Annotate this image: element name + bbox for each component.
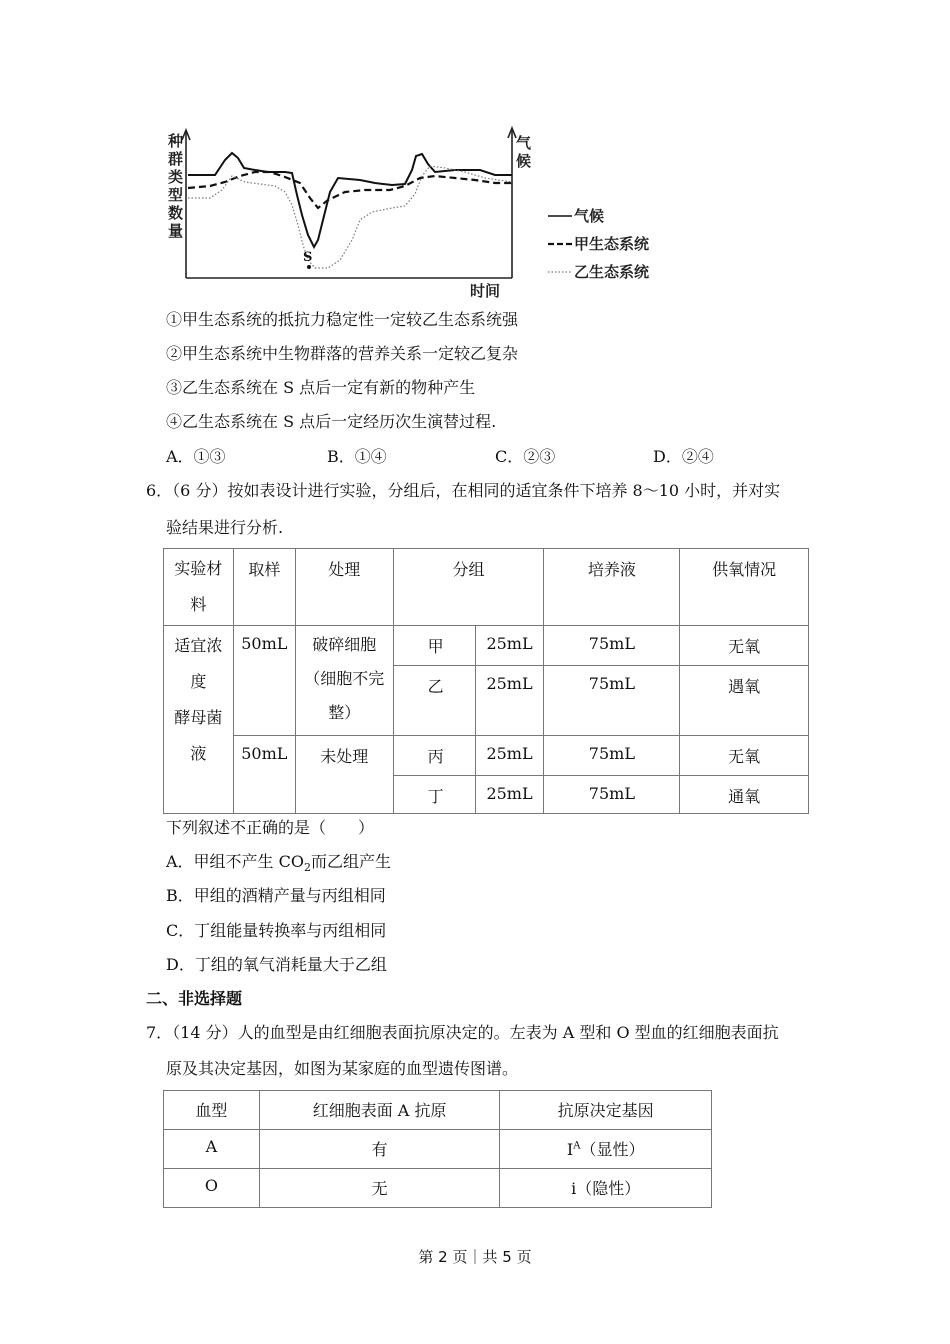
q7-cell-gene xyxy=(500,1130,712,1169)
material-l4: 液 xyxy=(190,744,207,763)
cell-oxygen: 通氧 xyxy=(680,776,809,814)
cell-volume: 25mL xyxy=(475,666,544,736)
cell-volume: 25mL xyxy=(475,776,544,814)
right-axis-char: 气 xyxy=(516,134,532,152)
cell-oxygen: 无氧 xyxy=(680,736,809,776)
y-axis-char: 种 xyxy=(168,132,184,150)
cell-treatment-2: 未处理 xyxy=(295,736,393,814)
cell-group: 丁 xyxy=(393,776,475,814)
y-axis-char: 类 xyxy=(168,168,184,186)
q5-statement-2: ②甲生态系统中生物群落的营养关系一定较乙复杂 xyxy=(166,344,519,363)
gene-note: （显性） xyxy=(580,1140,645,1159)
header-medium: 培养液 xyxy=(544,549,680,626)
section-title: 二、非选择题 xyxy=(146,989,243,1008)
q5-option-d[interactable]: D．②④ xyxy=(653,447,714,466)
climate-line xyxy=(188,153,512,247)
q6-stem-line1: 6．（6 分）按如表设计进行实验，分组后，在相同的适宜条件下培养 8～10 小时，并对实 xyxy=(146,481,781,500)
q6-option-d[interactable]: D．丁组的氧气消耗量大于乙组 xyxy=(166,955,387,974)
s-point xyxy=(307,265,311,269)
q6-option-a[interactable] xyxy=(166,852,391,878)
yi-line xyxy=(188,166,512,268)
header-group: 分组 xyxy=(393,549,544,626)
cell-group: 乙 xyxy=(393,666,475,736)
q7-header-gene: 抗原决定基因 xyxy=(500,1091,712,1130)
gene-base: I xyxy=(566,1140,574,1159)
q6-ask: 下列叙述不正确的是（ ） xyxy=(166,818,375,837)
q6-option-c[interactable]: C．丁组能量转换率与丙组相同 xyxy=(166,921,387,940)
header-sample: 取样 xyxy=(233,549,295,626)
y-axis-char: 量 xyxy=(168,222,184,240)
header-material-l1: 实验材 xyxy=(174,559,223,578)
cell-material xyxy=(164,626,234,814)
q6-option-a-pre: A．甲组不产生 CO xyxy=(166,852,305,871)
legend-yi: 乙生态系统 xyxy=(574,263,650,281)
q6-table xyxy=(163,548,809,814)
right-axis-char: 候 xyxy=(516,152,532,170)
cell-medium: 75mL xyxy=(544,736,680,776)
y-axis-char: 型 xyxy=(168,186,184,204)
cell-treatment-1 xyxy=(295,626,393,736)
cell-oxygen: 无氧 xyxy=(680,626,809,666)
jia-line xyxy=(188,172,512,208)
cell-oxygen: 遇氧 xyxy=(680,666,809,736)
q7-cell-gene: i（隐性） xyxy=(500,1169,712,1208)
q5-statement-3: ③乙生态系统在 S 点后一定有新的物种产生 xyxy=(166,378,476,397)
q5-option-a[interactable]: A．①③ xyxy=(166,447,226,466)
cell-group: 丙 xyxy=(393,736,475,776)
q6-option-b[interactable]: B．甲组的酒精产量与丙组相同 xyxy=(166,886,386,905)
header-material xyxy=(164,549,234,626)
material-l2: 度 xyxy=(190,672,207,691)
q5-option-c[interactable]: C．②③ xyxy=(495,447,556,466)
cell-sample-1: 50mL xyxy=(233,626,295,736)
q6-stem-line2: 验结果进行分析. xyxy=(166,518,284,537)
q7-stem-line2: 原及其决定基因，如图为某家庭的血型遗传图谱。 xyxy=(166,1059,519,1078)
header-oxygen: 供氧情况 xyxy=(680,549,809,626)
treatment1-l2: （细胞不完 xyxy=(304,669,385,688)
legend-jia: 甲生态系统 xyxy=(574,235,650,253)
y-axis-char: 数 xyxy=(168,204,184,222)
s-point-label: S xyxy=(303,250,313,265)
header-treatment: 处理 xyxy=(295,549,393,626)
q7-stem-line1: 7．（14 分）人的血型是由红细胞表面抗原决定的。左表为 A 型和 O 型血的红细胞表面抗 xyxy=(146,1023,779,1042)
y-axis-char: 群 xyxy=(168,150,184,168)
cell-medium: 75mL xyxy=(544,776,680,814)
q5-statement-4: ④乙生态系统在 S 点后一定经历次生演替过程. xyxy=(166,412,497,431)
q7-cell-antigen: 有 xyxy=(259,1130,500,1169)
population-climate-figure xyxy=(160,120,680,305)
q7-cell-type: O xyxy=(164,1169,260,1208)
q5-option-b[interactable]: B．①④ xyxy=(327,447,387,466)
x-axis-label: 时间 xyxy=(470,282,501,300)
cell-group: 甲 xyxy=(393,626,475,666)
page-footer: 第 2 页｜共 5 页 xyxy=(418,1248,532,1266)
cell-sample-2: 50mL xyxy=(233,736,295,814)
q6-option-a-post: 而乙组产生 xyxy=(311,852,392,871)
treatment1-l1: 破碎细胞 xyxy=(312,635,377,654)
q6-option-a-sub: 2 xyxy=(304,861,312,875)
q7-header-type: 血型 xyxy=(164,1091,260,1130)
header-material-l2: 料 xyxy=(190,595,207,614)
q7-cell-type: A xyxy=(164,1130,260,1169)
cell-medium: 75mL xyxy=(544,666,680,736)
cell-medium: 75mL xyxy=(544,626,680,666)
q7-cell-antigen: 无 xyxy=(259,1169,500,1208)
q7-table xyxy=(163,1090,712,1208)
cell-volume: 25mL xyxy=(475,626,544,666)
treatment1-l3: 整） xyxy=(328,703,361,722)
material-l1: 适宜浓 xyxy=(174,636,223,655)
gene-sup: A xyxy=(573,1140,581,1152)
material-l3: 酵母菌 xyxy=(174,708,223,727)
legend-climate: 气候 xyxy=(574,207,605,225)
q7-header-antigen: 红细胞表面 A 抗原 xyxy=(259,1091,500,1130)
cell-volume: 25mL xyxy=(475,736,544,776)
q5-statement-1: ①甲生态系统的抵抗力稳定性一定较乙生态系统强 xyxy=(166,310,519,329)
